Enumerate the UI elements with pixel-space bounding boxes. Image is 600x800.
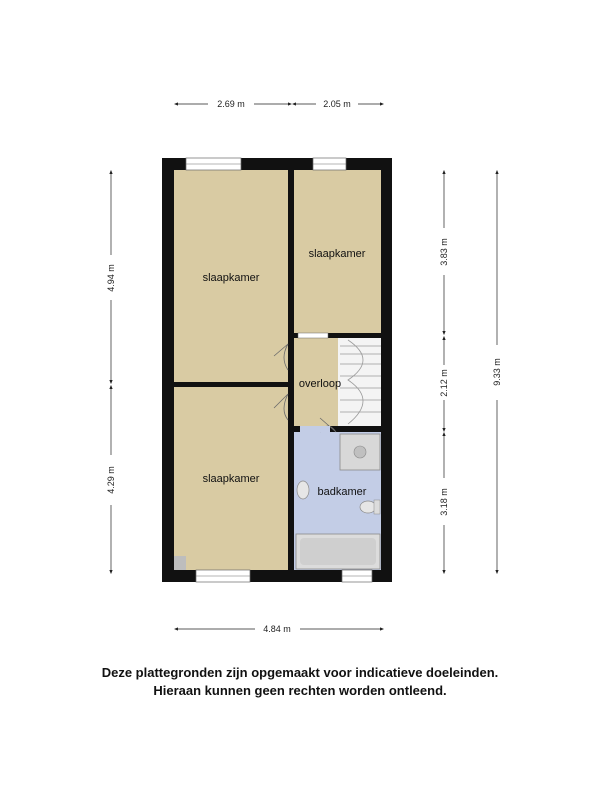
shower-drain <box>354 446 366 458</box>
dimension-total-height: 9.33 m <box>492 358 502 386</box>
room-label-bedroom-top-right: slaapkamer <box>308 248 366 260</box>
disclaimer-line-2: Hieraan kunnen geen rechten worden ontleend. <box>153 683 447 698</box>
room-label-bedroom-top-left: slaapkamer <box>202 272 260 284</box>
sink <box>297 481 309 499</box>
bathtub-inner <box>300 538 376 565</box>
dimension-left-lower-height: 4.29 m <box>106 466 116 494</box>
toilet <box>360 501 376 513</box>
pillar <box>174 556 186 570</box>
dimension-left-upper-height: 4.94 m <box>106 264 116 292</box>
room-label-bedroom-bottom-left: slaapkamer <box>202 473 260 485</box>
dimension-top-left-width: 2.69 m <box>217 99 245 109</box>
dimension-right-upper-height: 3.83 m <box>439 238 449 266</box>
room-label-bathroom: badkamer <box>317 486 367 498</box>
door-opening-bathroom <box>300 426 330 432</box>
toilet-tank <box>374 500 380 514</box>
dimension-right-lower-height: 3.18 m <box>439 488 449 516</box>
disclaimer-line-1: Deze plattegronden zijn opgemaakt voor indicatieve doeleinden. <box>101 665 499 680</box>
stairs-floor <box>338 338 381 426</box>
door-opening-top-right <box>298 333 328 338</box>
room-label-landing: overloop <box>298 378 342 390</box>
dimension-top-right-width: 2.05 m <box>323 99 351 109</box>
dimension-total-width: 4.84 m <box>263 624 291 634</box>
dimension-right-middle-height: 2.12 m <box>439 369 449 397</box>
